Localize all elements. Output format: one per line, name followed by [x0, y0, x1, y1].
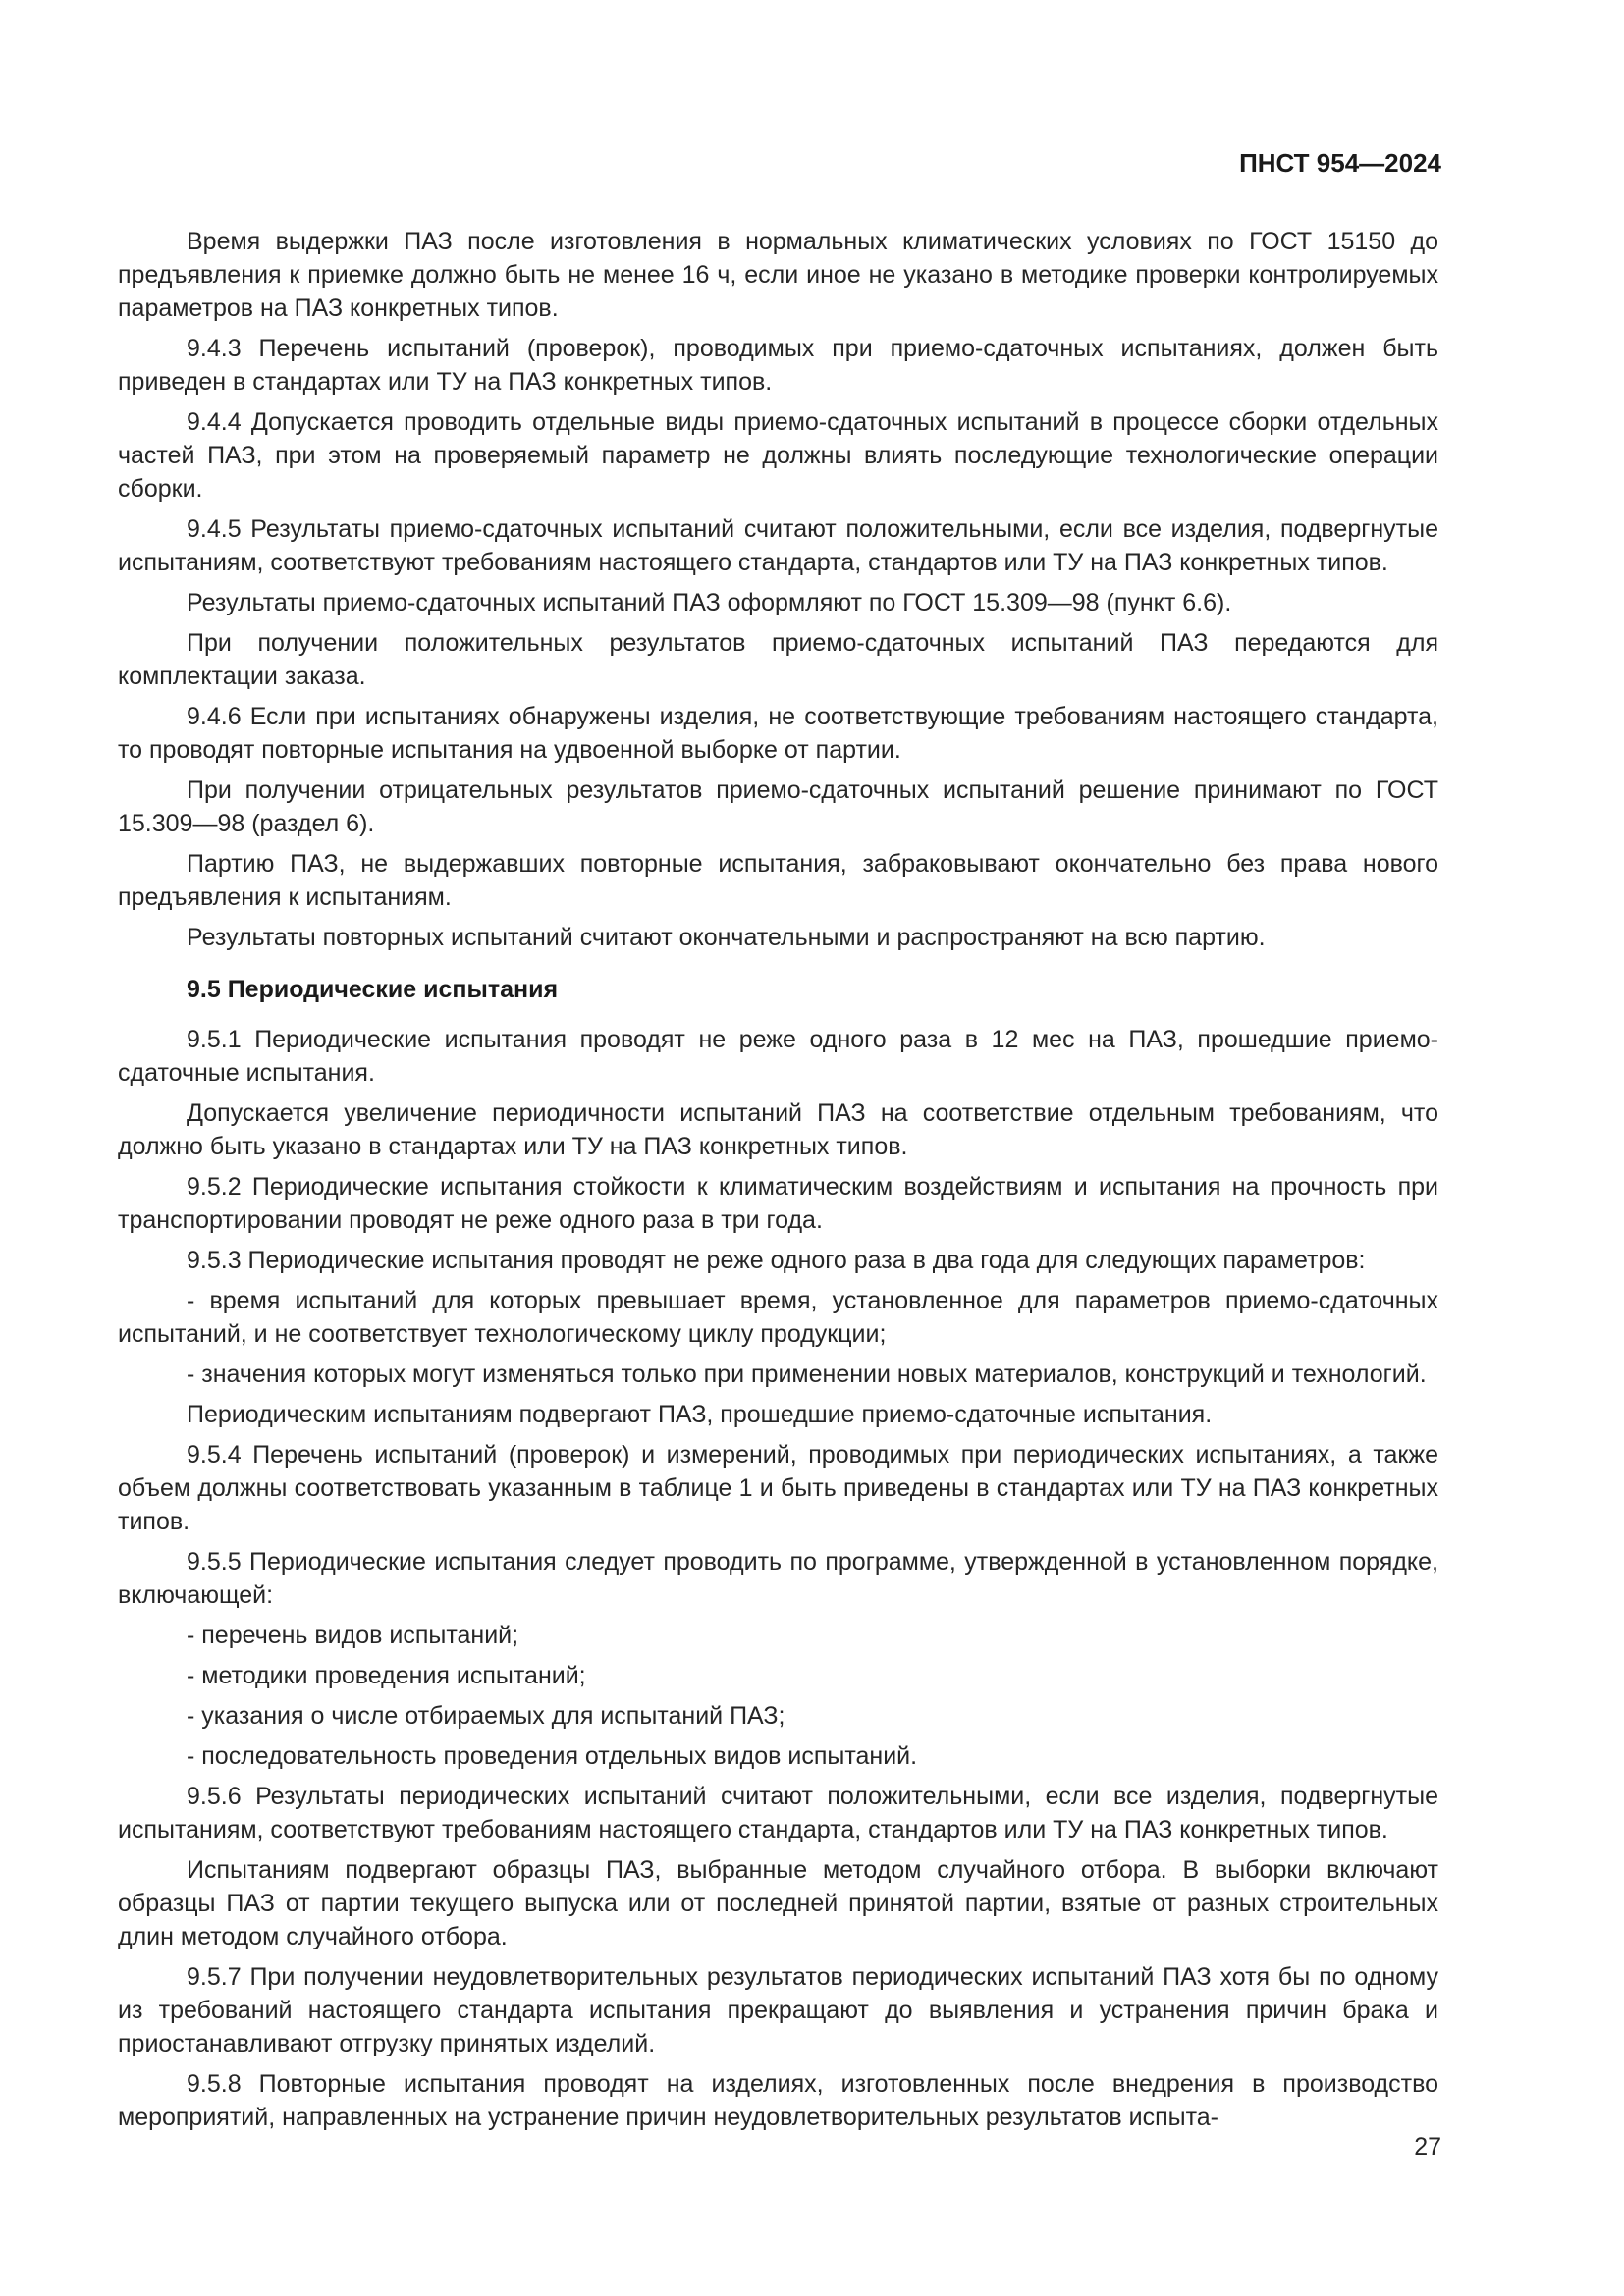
paragraph: 9.5.1 Периодические испытания проводят не реже одного раза в 12 мес на ПАЗ, прошедшие приемо-сдаточные испытания. [118, 1026, 1438, 1087]
paragraph: 9.5.5 Периодические испытания следует проводить по программе, утвержденной в установленном порядке, включающей: [118, 1548, 1438, 1609]
section-heading: 9.5 Периодические испытания [187, 976, 559, 1003]
paragraph: Испытаниям подвергают образцы ПАЗ, выбранные методом случайного отбора. В выборки включают образцы ПАЗ от партии текущего выпуска или от последней принятой партии, взятые от разных строительных длин методом случайного отбора. [118, 1856, 1438, 1950]
paragraph: 9.5.4 Перечень испытаний (проверок) и измерений, проводимых при периодических испытаниях, а также объем должны соответствовать указанным в таблице 1 и быть приведены в стандартах или ТУ на ПАЗ конкретных типов. [118, 1441, 1438, 1535]
paragraph: Результаты приемо-сдаточных испытаний ПАЗ оформляют по ГОСТ 15.309—98 (пункт 6.6). [187, 589, 1232, 616]
paragraph: Результаты повторных испытаний считают окончательными и распространяют на всю партию. [187, 924, 1266, 951]
paragraph: 9.4.3 Перечень испытаний (проверок), проводимых при приемо-сдаточных испытаниях, должен быть приведен в стандартах или ТУ на ПАЗ конкретных типов. [118, 335, 1438, 396]
paragraph: 9.5.7 При получении неудовлетворительных результатов периодических испытаний ПАЗ хотя бы по одному из требований настоящего стандарта испытания прекращают до выявления и устранения причин брака и приостанавливают отгрузку принятых изделий. [118, 1963, 1438, 2057]
paragraph: Время выдержки ПАЗ после изготовления в нормальных климатических условиях по ГОСТ 15150 до предъявления к приемке должно быть не менее 16 ч, если иное не указано в методике проверки контролируемых параметров на ПАЗ конкретных типов. [118, 228, 1438, 322]
list-item: - перечень видов испытаний; [187, 1622, 519, 1649]
paragraph: При получении положительных результатов приемо-сдаточных испытаний ПАЗ передаются для комплектации заказа. [118, 629, 1438, 690]
paragraph: 9.5.2 Периодические испытания стойкости к климатическим воздействиям и испытания на прочность при транспортировании проводят не реже одного раза в три года. [118, 1173, 1438, 1234]
paragraph: При получении отрицательных результатов приемо-сдаточных испытаний решение принимают по ГОСТ 15.309—98 (раздел 6). [118, 776, 1438, 837]
paragraph: Периодическим испытаниям подвергают ПАЗ, прошедшие приемо-сдаточные испытания. [187, 1401, 1213, 1428]
paragraph: 9.5.3 Периодические испытания проводят не реже одного раза в два года для следующих параметров: [187, 1247, 1366, 1274]
list-item: - указания о числе отбираемых для испытаний ПАЗ; [187, 1702, 785, 1730]
page-body [118, 225, 1438, 2134]
paragraph: 9.5.8 Повторные испытания проводят на изделиях, изготовленных после внедрения в производство мероприятий, направленных на устранение причин неудовлетворительных результатов испыта- [118, 2070, 1438, 2131]
paragraph: 9.4.6 Если при испытаниях обнаружены изделия, не соответствующие требованиям настоящего стандарта, то проводят повторные испытания на удвоенной выборке от партии. [118, 703, 1438, 764]
list-item: - время испытаний для которых превышает время, установленное для параметров приемо-сдаточных испытаний, и не соответствует технологическому циклу продукции; [118, 1287, 1438, 1348]
paragraph: 9.5.6 Результаты периодических испытаний считают положительными, если все изделия, подвергнутые испытаниям, соответствуют требованиям настоящего стандарта, стандартов или ТУ на ПАЗ конкретных типов. [118, 1783, 1438, 1843]
page-number: 27 [1414, 2133, 1441, 2161]
paragraph: 9.4.4 Допускается проводить отдельные виды приемо-сдаточных испытаний в процессе сборки отдельных частей ПАЗ, при этом на проверяемый параметр не должны влиять последующие технологические операции сборки. [118, 408, 1438, 503]
paragraph: Допускается увеличение периодичности испытаний ПАЗ на соответствие отдельным требованиям, что должно быть указано в стандартах или ТУ на ПАЗ конкретных типов. [118, 1099, 1438, 1160]
document-code: ПНСТ 954—2024 [1239, 148, 1441, 178]
paragraph: Партию ПАЗ, не выдержавших повторные испытания, забраковывают окончательно без права нового предъявления к испытаниям. [118, 850, 1438, 911]
list-item: - значения которых могут изменяться только при применении новых материалов, конструкций и технологий. [187, 1361, 1427, 1388]
paragraph: 9.4.5 Результаты приемо-сдаточных испытаний считают положительными, если все изделия, подвергнутые испытаниям, соответствуют требованиям настоящего стандарта, стандартов или ТУ на ПАЗ конкретных типов. [118, 515, 1438, 576]
list-item: - последовательность проведения отдельных видов испытаний. [187, 1742, 918, 1770]
list-item: - методики проведения испытаний; [187, 1662, 586, 1689]
